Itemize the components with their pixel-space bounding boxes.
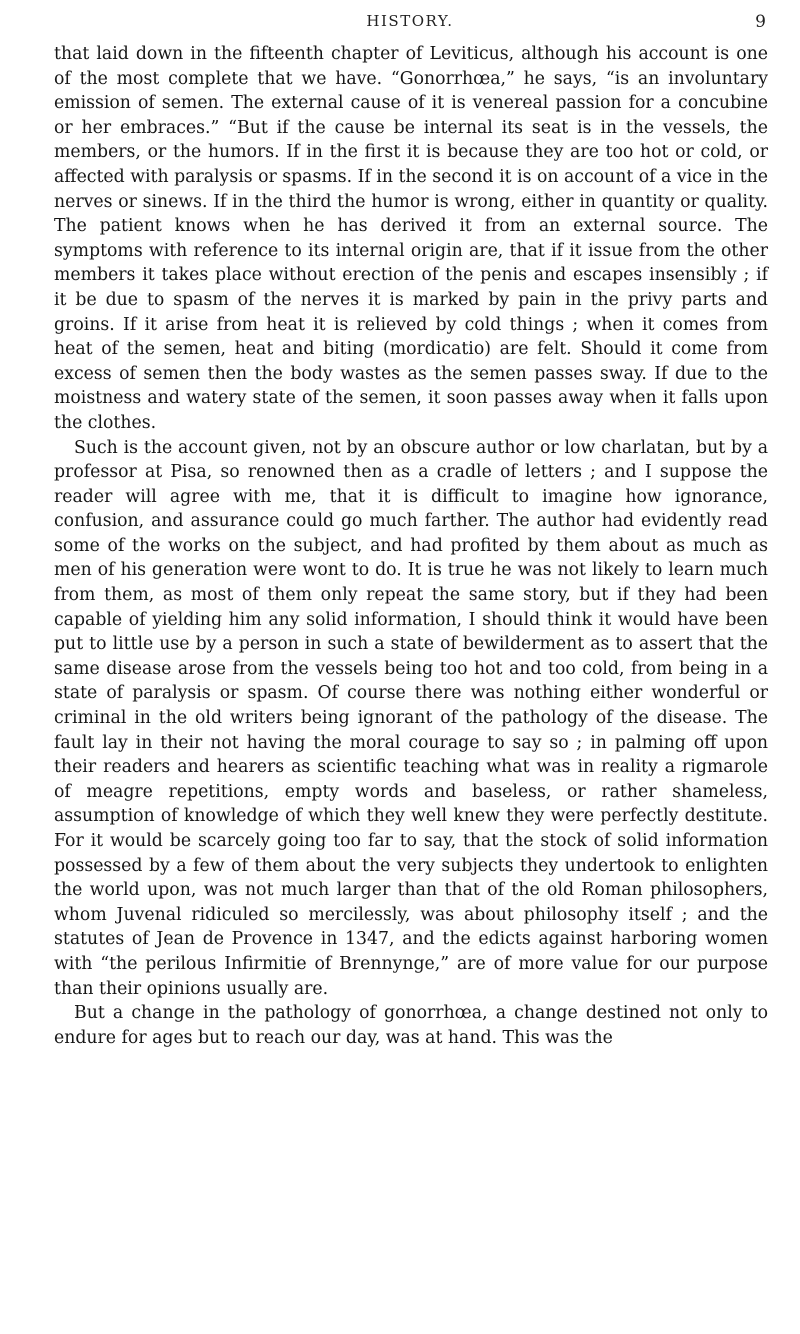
page-number: 9 [755, 12, 766, 32]
paragraph: But a change in the pathology of gonorrhœa, a change destined not only to endure for ages but to reach our day, was at hand. This was the [54, 1003, 768, 1048]
body-text [54, 42, 768, 1050]
paragraph-continued: that laid down in the fifteenth chapter of Leviticus, although his account is one of the most complete that we have. “Gonorrhœa,” he says, “is an involuntary emission of semen. The external cause of it is venereal passion for a concubine or her embraces.” “But if the cause be internal its seat is in the vessels, the members, or the humors. If in the first it is because they are too hot or cold, or affected with paralysis or spasms. If in the second it is on account of a vice in the nerves or sinews. If in the third the humor is wrong, either in quantity or quality. The patient knows when he has derived it from an external source. The symptoms with reference to its internal origin are, that if it issue from the other members it takes place without erection of the penis and escapes insensibly ; if it be due to spasm of the nerves it is marked by pain in the privy parts and groins. If it arise from heat it is relieved by cold things ; when it comes from heat of the semen, heat and biting (mordicatio) are felt. Should it come from excess of semen then the body wastes as the semen passes sway. If due to the moistness and watery state of the semen, it soon passes away when it falls upon the clothes. [54, 44, 768, 433]
running-head [54, 12, 766, 36]
paragraph: Such is the account given, not by an obscure author or low charlatan, but by a professor at Pisa, so renowned then as a cradle of letters ; and I suppose the reader will agree with me, that it is difficult to imagine how ignorance, confusion, and assurance could go much farther. The author had evidently read some of the works on the subject, and had profited by them about as much as men of his generation were wont to do. It is true he was not likely to learn much from them, as most of them only repeat the same story, but if they had been capable of yielding him any solid information, I should think it would have been put to little use by a person in such a state of bewilderment as to assert that the same disease arose from the vessels being too hot and too cold, from being in a state of paralysis or spasm. Of course there was nothing either wonderful or criminal in the old writers being ignorant of the pathology of the disease. The fault lay in their not having the moral courage to say so ; in palming off upon their readers and hearers as scientific teaching what was in reality a rigmarole of meagre repetitions, empty words and baseless, or rather shameless, assumption of knowledge of which they well knew they were perfectly destitute. For it would be scarcely going too far to say, that the stock of solid information possessed by a few of them about the very subjects they undertook to enlighten the world upon, was not much larger than that of the old Roman philosophers, whom Juvenal ridiculed so mercilessly, was about philosophy itself ; and the statutes of Jean de Provence in 1347, and the edicts against harboring women with “the perilous Infirmitie of Brennynge,” are of more value for our purpose than their opinions usually are. [54, 437, 768, 999]
running-title: HISTORY. [366, 12, 454, 30]
